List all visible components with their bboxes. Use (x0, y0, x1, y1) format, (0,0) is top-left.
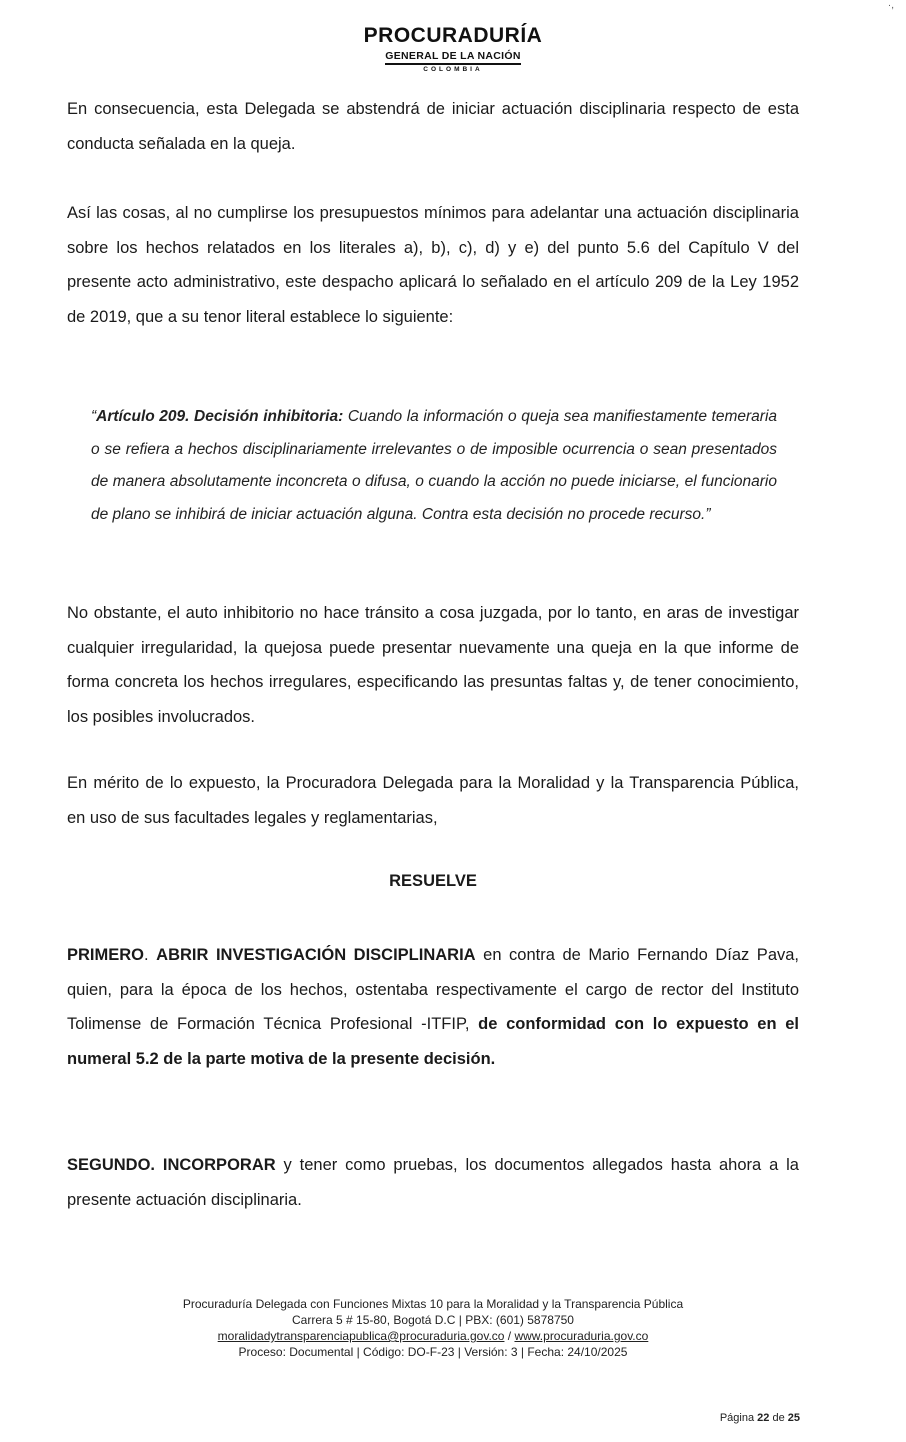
resuelve-heading: RESUELVE (389, 872, 477, 890)
page-total: 25 (787, 1412, 800, 1424)
page-footer (0, 1296, 866, 1360)
paragraph-2: Así las cosas, al no cumplirse los presupuestos mínimos para adelantar una actuación disciplinaria sobre los hechos relatados en los literales a), b), c), d) y e) del punto 5.6 del Capítulo V del presente acto administrativo, este despacho aplicará lo señalado en el artículo 209 de la Ley 1952 de 2019, que a su tenor literal establece lo siguiente: (67, 204, 799, 326)
primero-separator: . (144, 946, 157, 964)
procuraduria-logo (0, 26, 906, 75)
logo-country-text: COLOMBIA (423, 66, 483, 73)
footer-website-link[interactable]: www.procuraduria.gov.co (514, 1329, 649, 1343)
quote-open-mark: “ (91, 408, 97, 425)
logo-main-text: PROCURADURÍA (363, 24, 543, 47)
footer-email-link[interactable]: moralidadytransparenciapublica@procuraduria.gov.co (217, 1329, 505, 1343)
footer-separator: / (504, 1329, 515, 1343)
primero-action: ABRIR INVESTIGACIÓN DISCIPLINARIA (156, 946, 476, 964)
paragraph-3: No obstante, el auto inhibitorio no hace tránsito a cosa juzgada, por lo tanto, en aras de investigar cualquier irregularidad, la quejosa puede presentar nuevamente una queja en la que informe de forma concreta los hechos irregulares, especificando las presuntas faltas y, de tener conocimiento, los posibles involucrados. (67, 604, 799, 726)
page-number (720, 1412, 800, 1424)
quote-text: Cuando la información o queja sea manifiestamente temeraria o se refiera a hechos disciplinariamente irrelevantes o de imposible ocurrencia o sean presentados de manera absolutamente inconcreta o difusa, o cuando la acción no puede iniciarse, el funcionario de plano se inhibirá de iniciar actuación alguna. Contra esta decisión no procede recurso.” (91, 408, 778, 523)
footer-address: Carrera 5 # 15-80, Bogotá D.C | PBX: (601) 5878750 (292, 1313, 574, 1327)
resolution-primero (67, 938, 799, 1076)
corner-mark: ·, (887, 0, 894, 11)
footer-process: Proceso: Documental | Código: DO-F-23 | Versión: 3 | Fecha: 24/10/2025 (238, 1345, 628, 1359)
page-of: de (769, 1412, 788, 1424)
paragraph-4: En mérito de lo expuesto, la Procuradora Delegada para la Moralidad y la Transparencia Pública, en uso de sus facultades legales y reglamentarias, (67, 774, 799, 827)
footer-office: Procuraduría Delegada con Funciones Mixtas 10 para la Moralidad y la Transparencia Pública (182, 1297, 684, 1311)
primero-label: PRIMERO (67, 946, 145, 964)
segundo-text: y tener como pruebas, los documentos allegados hasta ahora a la presente actuación disciplinaria. (67, 1156, 799, 1209)
quote-title: Artículo 209. Decisión inhibitoria: (96, 408, 344, 425)
resolution-segundo (67, 1148, 799, 1217)
legal-quote (91, 401, 777, 531)
logo-sub-text: GENERAL DE LA NACIÓN (385, 50, 521, 65)
page-label: Página (719, 1412, 758, 1424)
primero-bold-tail: de conformidad con lo expuesto en el numeral 5.2 de la parte motiva de la presente decisión. (67, 1015, 799, 1068)
primero-text: en contra de Mario Fernando Díaz Pava, quien, para la época de los hechos, ostentaba respectivamente el cargo de rector del Instituto Tolimense de Formación Técnica Profesional -ITFIP, (67, 946, 799, 1033)
segundo-label: SEGUNDO. INCORPORAR (67, 1156, 276, 1174)
footer-contact (0, 1328, 866, 1344)
page-current: 22 (757, 1412, 770, 1424)
paragraph-1: En consecuencia, esta Delegada se abstendrá de iniciar actuación disciplinaria respecto de esta conducta señalada en la queja. (67, 100, 799, 153)
